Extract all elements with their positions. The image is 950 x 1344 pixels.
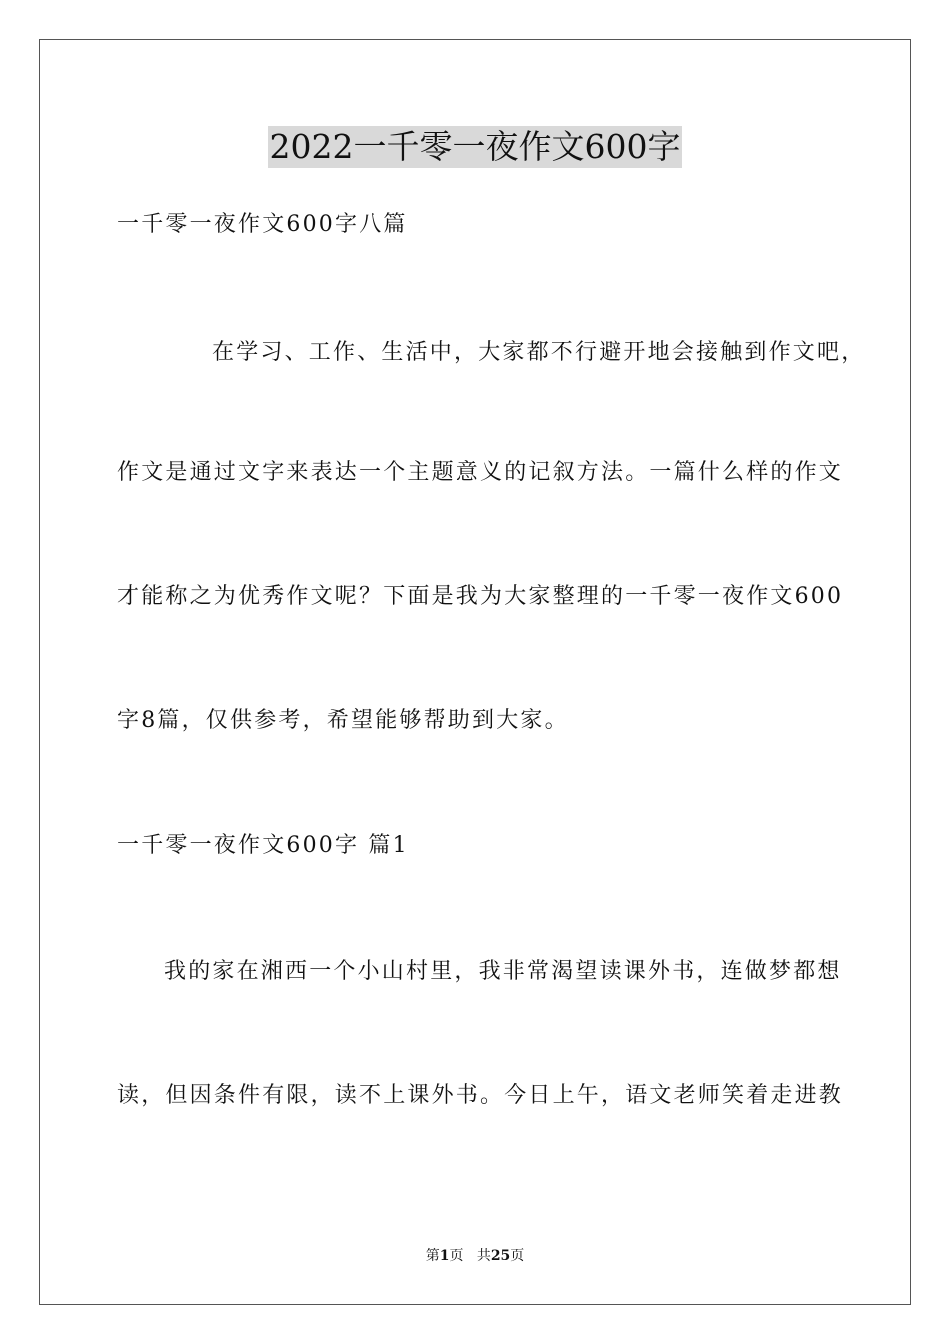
document-title: 2022一千零一夜作文600字 [269, 127, 681, 166]
body-line-1: 我的家在湘西一个小山村里，我非常渴望读课外书，连做梦都想 [164, 959, 842, 984]
section-heading: 一千零一夜作文600字 篇1 [117, 833, 409, 858]
intro-line-1: 在学习、工作、生活中，大家都不行避开地会接触到作文吧， [212, 340, 866, 365]
title-container [0, 126, 950, 168]
body-line-2: 读，但因条件有限，读不上课外书。今日上午，语文老师笑着走进教 [117, 1083, 844, 1108]
intro-line-2: 作文是通过文字来表达一个主题意义的记叙方法。一篇什么样的作文 [117, 460, 844, 485]
document-subtitle: 一千零一夜作文600字八篇 [117, 212, 408, 237]
intro-line-4: 字8篇，仅供参考，希望能够帮助到大家。 [117, 708, 569, 733]
footer-total-prefix: 共 [476, 1248, 491, 1264]
intro-line-3: 才能称之为优秀作文呢？下面是我为大家整理的一千零一夜作文600 [117, 584, 844, 609]
footer-total-suffix: 页 [510, 1248, 525, 1264]
page-footer [0, 1247, 950, 1265]
footer-total-pages: 25 [490, 1248, 511, 1264]
footer-page-number: 1 [439, 1248, 450, 1264]
footer-page-prefix: 第 [425, 1248, 440, 1264]
footer-page-suffix: 页 [449, 1248, 464, 1264]
